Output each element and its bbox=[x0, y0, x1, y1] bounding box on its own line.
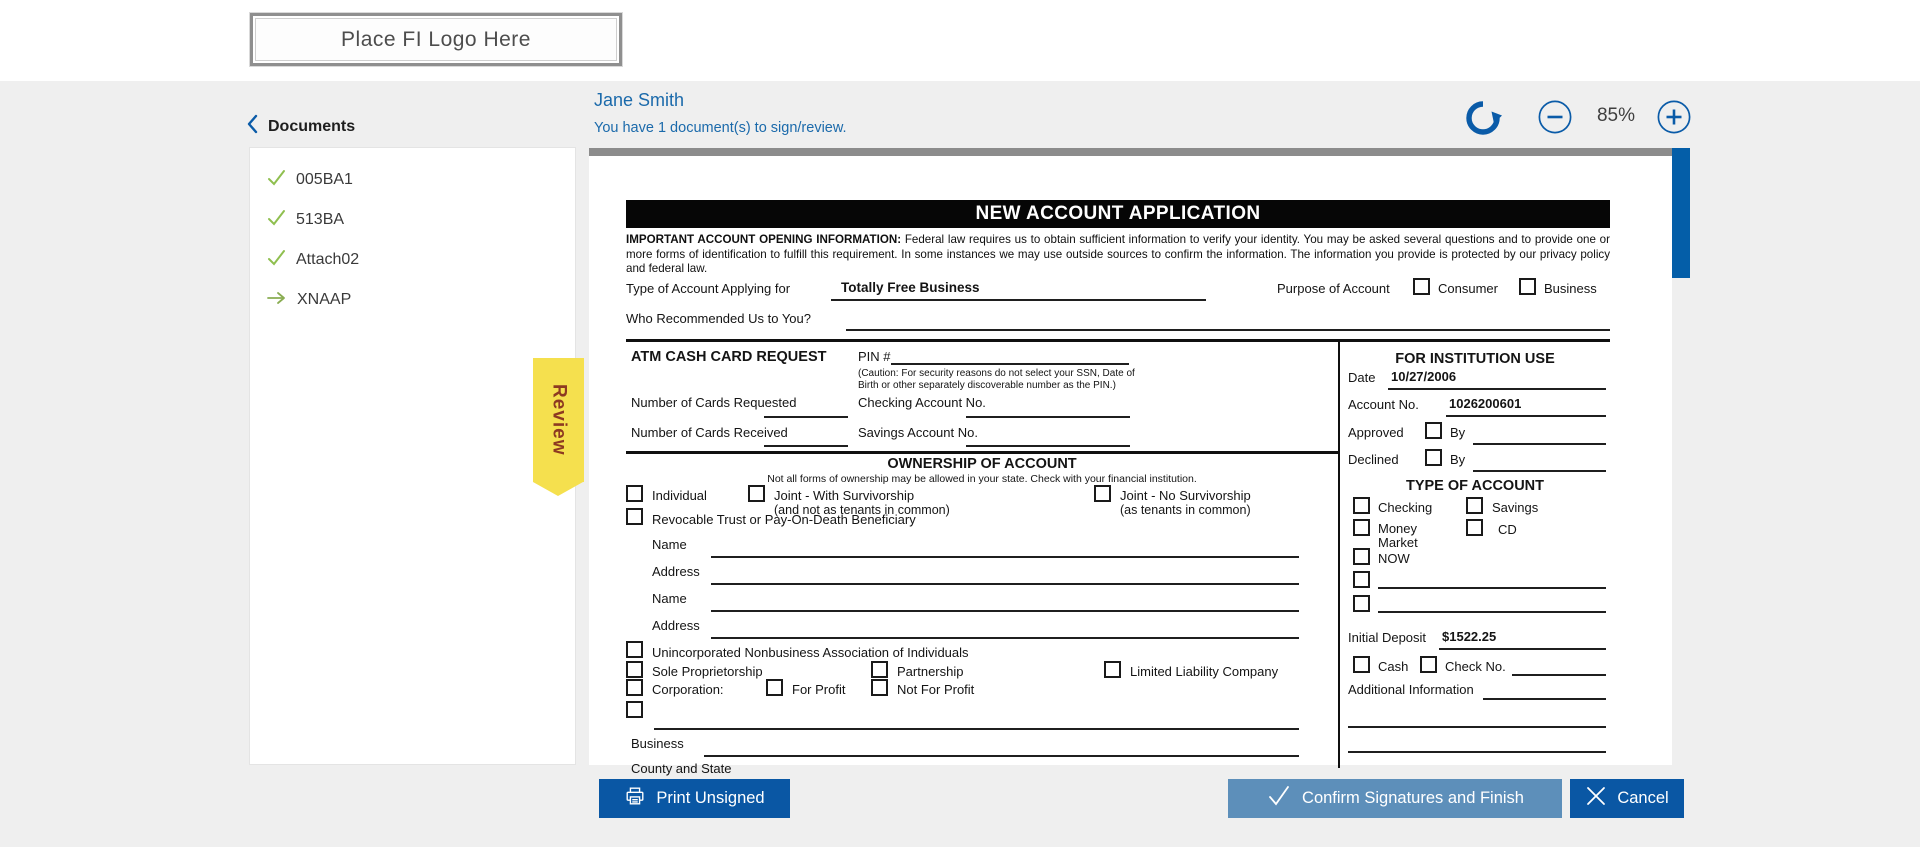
county-state-label: County and State bbox=[631, 761, 732, 776]
account-no-label: Account No. bbox=[1348, 397, 1419, 412]
document-item-label: 513BA bbox=[296, 211, 345, 228]
checkbox-joint-no-survivorship bbox=[1094, 485, 1111, 502]
checking-option-label: Checking bbox=[1378, 500, 1433, 515]
address-line-1 bbox=[711, 583, 1299, 585]
chevron-left-icon[interactable] bbox=[247, 114, 258, 139]
declined-by-label: By bbox=[1450, 452, 1466, 467]
document-item-attach02[interactable] bbox=[250, 240, 575, 280]
review-flag-pointer bbox=[533, 482, 583, 496]
fi-logo-text: Place FI Logo Here bbox=[341, 27, 531, 51]
document-item-xnaap[interactable] bbox=[250, 280, 575, 320]
minus-icon bbox=[1538, 100, 1572, 134]
cards-requested-line bbox=[764, 416, 848, 418]
important-info-body: Federal law requires us to obtain sufficient information to verify your identity. You may be asked several questions and to provide one or more forms of identification to fulfill this requirement. In some instances we may use outside sources to confirm the information. The information you provide is protected by our privacy policy and federal law. bbox=[626, 233, 1610, 276]
address-label-1: Address bbox=[652, 564, 700, 579]
checkbox-business bbox=[1519, 278, 1536, 295]
checkbox-corporation bbox=[626, 679, 643, 696]
checkbox-other-account-2 bbox=[1353, 595, 1370, 612]
check-no-line bbox=[1512, 674, 1606, 676]
ownership-section-title: OWNERSHIP OF ACCOUNT bbox=[887, 456, 1077, 472]
app-header bbox=[0, 0, 1920, 81]
business-label: Business bbox=[631, 736, 684, 751]
who-recommended-label: Who Recommended Us to You? bbox=[626, 311, 811, 326]
partnership-label: Partnership bbox=[897, 664, 964, 679]
checkbox-money-market bbox=[1353, 519, 1370, 536]
joint-with-sub-label: (and not as tenants in common) bbox=[774, 503, 950, 517]
who-recommended-line bbox=[846, 329, 1610, 331]
cards-received-label: Number of Cards Received bbox=[631, 425, 788, 440]
checkbox-other-account-1 bbox=[1353, 571, 1370, 588]
other-account-line-2 bbox=[1378, 611, 1606, 613]
savings-account-label: Savings Account No. bbox=[858, 425, 978, 440]
signer-name: Jane Smith bbox=[594, 90, 685, 110]
document-item-513ba[interactable] bbox=[250, 200, 575, 240]
checkbox-llc bbox=[1104, 661, 1121, 678]
review-flag-body[interactable] bbox=[533, 358, 584, 482]
plus-icon bbox=[1657, 100, 1691, 134]
initial-deposit-line bbox=[1439, 648, 1606, 650]
important-info-lead: IMPORTANT ACCOUNT OPENING INFORMATION: bbox=[626, 233, 902, 246]
documents-header-label: Documents bbox=[268, 117, 356, 135]
arrow-right-icon bbox=[266, 290, 288, 311]
name-line-1 bbox=[711, 556, 1299, 558]
check-no-label: Check No. bbox=[1445, 659, 1506, 674]
cards-requested-label: Number of Cards Requested bbox=[631, 395, 797, 410]
checking-account-line bbox=[966, 416, 1130, 418]
approved-by-label: By bbox=[1450, 425, 1466, 440]
document-item-label: 005BA1 bbox=[296, 171, 353, 188]
checkbox-now bbox=[1353, 548, 1370, 565]
name-line-2 bbox=[711, 610, 1299, 612]
address-line-2 bbox=[711, 637, 1299, 639]
signer-status-text: You have 1 document(s) to sign/review. bbox=[594, 120, 847, 136]
not-for-profit-label: Not For Profit bbox=[897, 682, 975, 697]
important-info-paragraph bbox=[626, 233, 1610, 277]
initial-deposit-label: Initial Deposit bbox=[1348, 630, 1427, 645]
checkbox-cd bbox=[1466, 519, 1483, 536]
for-profit-label: For Profit bbox=[792, 682, 846, 697]
cancel-button[interactable] bbox=[1570, 779, 1684, 818]
check-icon bbox=[1266, 784, 1292, 813]
check-icon bbox=[266, 168, 287, 193]
atm-section-title: ATM CASH CARD REQUEST bbox=[631, 349, 827, 365]
pin-line bbox=[891, 363, 1129, 365]
declined-by-line bbox=[1473, 470, 1606, 472]
checkbox-declined bbox=[1425, 449, 1442, 466]
business-option-label: Business bbox=[1544, 281, 1597, 296]
checking-account-label: Checking Account No. bbox=[858, 395, 986, 410]
account-no-line bbox=[1446, 415, 1606, 417]
pin-caution-text: (Caution: For security reasons do not select your SSN, Date of Birth or other separately discoverable number as the PIN.) bbox=[858, 368, 1135, 391]
type-of-account-label: Type of Account Applying for bbox=[626, 281, 791, 296]
vertical-scrollbar-thumb[interactable] bbox=[1672, 148, 1690, 278]
review-flag-label: Review bbox=[548, 384, 570, 456]
confirm-signatures-label: Confirm Signatures and Finish bbox=[1302, 789, 1524, 807]
checkbox-sole-proprietorship bbox=[626, 661, 643, 678]
other-account-line-1 bbox=[1378, 587, 1606, 589]
savings-option-label: Savings bbox=[1492, 500, 1539, 515]
checkbox-approved bbox=[1425, 422, 1442, 439]
cards-received-line bbox=[764, 445, 848, 447]
print-unsigned-label: Print Unsigned bbox=[656, 789, 765, 807]
additional-info-line bbox=[1483, 698, 1606, 700]
zoom-level-value: 85% bbox=[1596, 105, 1636, 126]
declined-label: Declined bbox=[1348, 452, 1399, 467]
atm-section-divider bbox=[626, 451, 1338, 454]
checkbox-individual bbox=[626, 485, 643, 502]
type-of-account-line bbox=[831, 299, 1206, 301]
account-no-value: 1026200601 bbox=[1449, 396, 1522, 411]
initial-deposit-value: $1522.25 bbox=[1442, 629, 1497, 644]
other-entity-line bbox=[654, 728, 1299, 730]
name-label-1: Name bbox=[652, 537, 687, 552]
documents-list-panel bbox=[249, 147, 576, 765]
check-icon bbox=[266, 248, 287, 273]
revocable-trust-label: Revocable Trust or Pay-On-Death Beneficiary bbox=[652, 512, 916, 527]
document-item-label: Attach02 bbox=[296, 251, 360, 268]
consumer-label: Consumer bbox=[1438, 281, 1498, 296]
individual-label: Individual bbox=[652, 488, 707, 503]
checkbox-other-entity bbox=[626, 701, 643, 718]
pin-label: PIN # bbox=[858, 349, 891, 364]
horizontal-scrollbar[interactable] bbox=[589, 148, 1672, 156]
type-of-account-section-title: TYPE OF ACCOUNT bbox=[1405, 478, 1545, 494]
name-label-2: Name bbox=[652, 591, 687, 606]
form-left-column bbox=[626, 342, 1338, 776]
date-value: 10/27/2006 bbox=[1391, 369, 1457, 384]
refresh-button[interactable] bbox=[1464, 99, 1500, 135]
joint-no-label: Joint - No Survivorship bbox=[1120, 488, 1251, 503]
printer-icon bbox=[624, 785, 646, 812]
checkbox-consumer bbox=[1413, 278, 1430, 295]
fi-logo-placeholder bbox=[250, 13, 622, 66]
checkbox-joint-with-survivorship bbox=[748, 485, 765, 502]
corporation-label: Corporation: bbox=[652, 682, 724, 697]
cd-option-label: CD bbox=[1498, 522, 1517, 537]
purpose-of-account-label: Purpose of Account bbox=[1277, 281, 1390, 296]
document-item-label: XNAAP bbox=[297, 291, 352, 308]
refresh-icon bbox=[1464, 99, 1502, 137]
check-icon bbox=[266, 208, 287, 233]
confirm-signatures-button[interactable] bbox=[1228, 779, 1562, 818]
additional-info-label: Additional Information bbox=[1348, 682, 1474, 697]
cash-label: Cash bbox=[1378, 659, 1409, 674]
savings-account-line bbox=[966, 445, 1130, 447]
unincorporated-label: Unincorporated Nonbusiness Association of Individuals bbox=[652, 645, 969, 660]
zoom-in-button[interactable] bbox=[1657, 100, 1691, 134]
documents-back-nav[interactable] bbox=[247, 114, 355, 139]
cancel-label: Cancel bbox=[1617, 789, 1669, 807]
institution-extra-line-1 bbox=[1348, 726, 1606, 728]
joint-no-sub-label: (as tenants in common) bbox=[1120, 503, 1251, 517]
approved-label: Approved bbox=[1348, 425, 1404, 440]
checkbox-revocable-trust bbox=[626, 508, 643, 525]
ownership-subtitle: Not all forms of ownership may be allowed in your state. Check with your financial institution. bbox=[767, 473, 1197, 485]
approved-by-line bbox=[1473, 443, 1606, 445]
checkbox-partnership bbox=[871, 661, 888, 678]
llc-label: Limited Liability Company bbox=[1130, 664, 1279, 679]
money-market-option-label: Money Market bbox=[1378, 521, 1418, 551]
date-label: Date bbox=[1348, 370, 1376, 385]
business-line bbox=[704, 755, 1299, 757]
print-unsigned-button[interactable] bbox=[599, 779, 790, 818]
date-line bbox=[1388, 388, 1606, 390]
review-flag[interactable] bbox=[533, 358, 584, 496]
checkbox-check-no bbox=[1420, 656, 1437, 673]
form-right-column bbox=[1338, 342, 1610, 768]
checkbox-for-profit bbox=[766, 679, 783, 696]
form-table bbox=[626, 339, 1610, 776]
form-title: NEW ACCOUNT APPLICATION bbox=[626, 200, 1610, 228]
checkbox-unincorporated bbox=[626, 641, 643, 658]
institution-extra-line-2 bbox=[1348, 751, 1606, 753]
zoom-out-button[interactable] bbox=[1538, 100, 1572, 134]
document-page bbox=[589, 156, 1672, 776]
address-label-2: Address bbox=[652, 618, 700, 633]
checkbox-cash bbox=[1353, 656, 1370, 673]
type-of-account-value: Totally Free Business bbox=[841, 280, 980, 295]
now-option-label: NOW bbox=[1378, 551, 1410, 566]
joint-with-label: Joint - With Survivorship bbox=[774, 488, 915, 503]
institution-section-title: FOR INSTITUTION USE bbox=[1395, 351, 1555, 367]
close-icon bbox=[1585, 785, 1607, 812]
document-item-005ba1[interactable] bbox=[250, 160, 575, 200]
sole-proprietorship-label: Sole Proprietorship bbox=[652, 664, 763, 679]
checkbox-checking bbox=[1353, 497, 1370, 514]
checkbox-savings bbox=[1466, 497, 1483, 514]
checkbox-not-for-profit bbox=[871, 679, 888, 696]
